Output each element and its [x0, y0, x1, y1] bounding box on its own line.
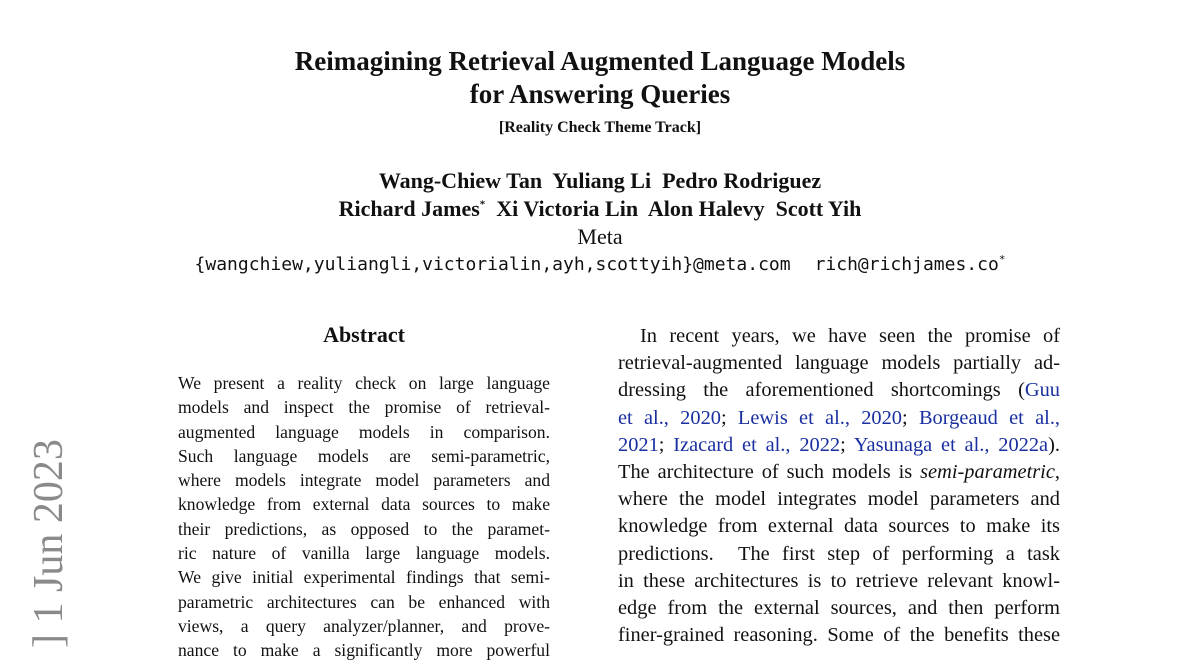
body-text-fragment: dressing the aforementioned shortcomings ( [618, 379, 1025, 402]
abstract-line: augmented language models in comparison. [178, 421, 550, 442]
body-line: knowledge from external data sources to make its [618, 515, 1060, 538]
citation-guu[interactable]: et al., 2020 [618, 406, 721, 429]
abstract-body [178, 371, 550, 663]
body-text-fragment: The architecture of such models is [618, 460, 921, 483]
paper-title-line-2: for Answering Queries [469, 79, 731, 109]
email-footnote-mark: * [998, 253, 1006, 266]
abstract-line: models and inspect the promise of retrieval- [178, 397, 550, 418]
email-personal: rich@richjames.co [814, 254, 999, 275]
body-line: where the model integrates model parameters and [618, 488, 1060, 511]
abstract-line: We present a reality check on large language [178, 373, 550, 393]
abstract-line: nance to make a significantly more powerful [178, 640, 550, 661]
abstract-line: We give initial experimental findings that semi- [178, 567, 550, 588]
citation-guu[interactable]: Guu [1024, 379, 1060, 402]
body-line: in these architectures is to retrieve relevant knowl- [618, 569, 1060, 592]
body-line [618, 377, 1060, 404]
author-richard-james: Richard James [338, 196, 480, 221]
body-text-fragment: , [1054, 460, 1060, 483]
abstract-line: Such language models are semi-parametric, [178, 445, 550, 466]
citation-yasunaga[interactable]: Yasunaga et al., 2022a [853, 433, 1049, 456]
body-line [618, 405, 1060, 432]
body-text-right-column [618, 323, 1060, 649]
affiliation: Meta [577, 224, 623, 249]
body-line [618, 459, 1060, 486]
citation-separator: ; [840, 433, 854, 456]
abstract-line: ric nature of vanilla large language models. [178, 543, 550, 564]
email-group: {wangchiew,yuliangli,victorialin,ayh,scottyih}@meta.com [194, 254, 791, 275]
abstract-line: knowledge from external data sources to make [178, 494, 550, 515]
citation-separator: ; [901, 406, 919, 429]
citation-separator: ; [720, 406, 738, 429]
abstract-line: parametric architectures can be enhanced with [178, 591, 550, 612]
abstract-line: their predictions, as opposed to the paramet- [178, 518, 550, 539]
abstract-heading: Abstract [323, 322, 405, 347]
emphasis-semi-parametric: semi-parametric [920, 460, 1055, 483]
citation-borgeaud[interactable]: 2021 [618, 433, 659, 456]
track-label: [Reality Check Theme Track] [498, 119, 702, 136]
abstract-line: where models integrate model parameters and [178, 470, 550, 491]
arxiv-side-stamp: ] 1 Jun 2023 [26, 439, 72, 648]
body-line: predictions. The first step of performing a task [618, 542, 1060, 565]
abstract-line: views, a query analyzer/planner, and prove- [178, 615, 550, 636]
body-line: retrieval-augmented language models partially ad- [618, 352, 1060, 375]
closing-paren: ). [1048, 433, 1060, 456]
citation-lewis[interactable]: Lewis et al., 2020 [737, 406, 902, 429]
author-emails [0, 252, 1200, 278]
citation-izacard[interactable]: Izacard et al., 2022 [673, 433, 841, 456]
authors-line-2 [0, 195, 1200, 223]
author-footnote-mark: * [479, 198, 486, 211]
body-line: In recent years, we have seen the promise of [640, 325, 1060, 347]
body-line: edge from the external sources, and then perform [618, 596, 1060, 619]
paper-title-line-1: Reimagining Retrieval Augmented Language Models [294, 46, 906, 76]
citation-separator: ; [658, 433, 674, 456]
authors-line-1: Wang-Chiew Tan Yuliang Li Pedro Rodriguez [378, 168, 822, 193]
authors-remaining: Xi Victoria Lin Alon Halevy Scott Yih [496, 196, 862, 221]
body-line [618, 432, 1060, 459]
body-line: finer-grained reasoning. Some of the benefits these [618, 624, 1060, 647]
citation-borgeaud[interactable]: Borgeaud et al., [918, 406, 1061, 429]
